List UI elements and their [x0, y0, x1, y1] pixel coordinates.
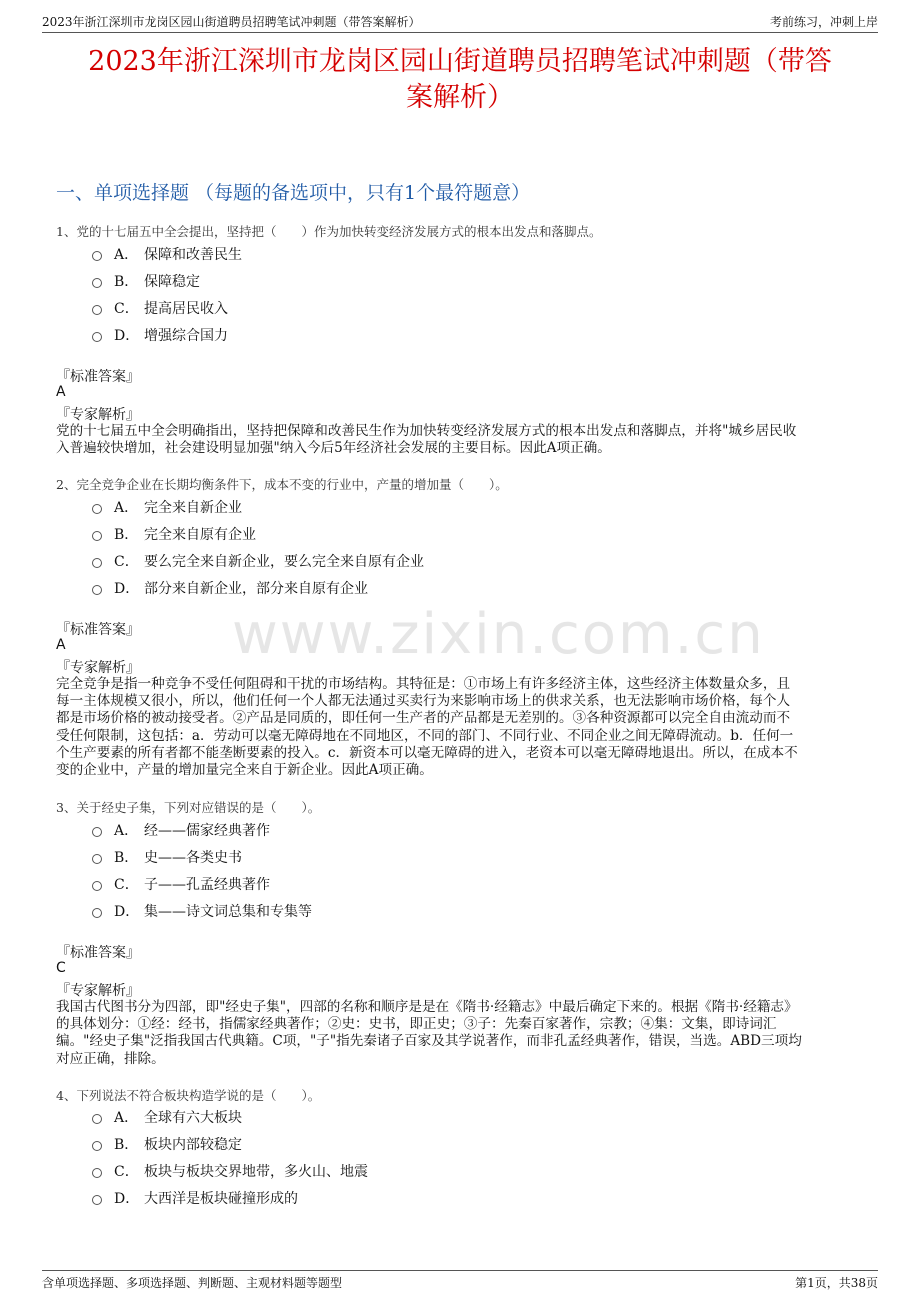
option-d[interactable]: D． 增强综合国力 — [92, 325, 228, 345]
option-a[interactable]: A． 全球有六大板块 — [92, 1107, 242, 1127]
analysis-text: 我国古代图书分为四部，即"经史子集"，四部的名称和顺序是是在《隋书·经籍志》中最后确定下来的。根据《隋书·经籍志》 的具体划分：①经：经书，指儒家经典著作；②史：史书，即正史；③子：先秦百家著作，宗教；④集：文集，即诗词汇 编。"经史子集"泛指我国古代典籍。C项，"子"指先秦诸子百家及其学说著作，而非孔孟经典著作，错误，当选。ABD三项均 对应正确，排除。 — [56, 999, 802, 1067]
analysis-text: 党的十七届五中全会明确指出，坚持把保障和改善民生作为加快转变经济发展方式的根本出发点和落脚点，并将"城乡居民收 入普遍较快增加，社会建设明显加强"纳入今后5年经济社会发展的主要目标。因此A项正确。 — [56, 423, 797, 457]
radio-icon[interactable] — [92, 558, 102, 568]
radio-icon[interactable] — [92, 504, 102, 514]
section-heading: 一、单项选择题 （每题的备选项中，只有1个最符题意） — [56, 182, 531, 204]
question-stem: 2、完全竞争企业在长期均衡条件下，成本不变的行业中，产量的增加量（ ）。 — [56, 477, 508, 492]
page-footer — [42, 1270, 878, 1293]
answer-value: A — [56, 637, 66, 653]
option-b[interactable]: B． 保障稳定 — [92, 271, 200, 291]
question-stem: 3、关于经史子集，下列对应错误的是（ ）。 — [56, 800, 321, 815]
option-b[interactable]: B． 板块内部较稳定 — [92, 1134, 242, 1154]
radio-icon[interactable] — [92, 1168, 102, 1178]
option-a[interactable]: A． 经——儒家经典著作 — [92, 820, 270, 840]
title-line-1: 2023年浙江深圳市龙岗区园山街道聘员招聘笔试冲刺题（带答 — [88, 46, 832, 77]
answer-value: C — [56, 960, 66, 976]
radio-icon[interactable] — [92, 305, 102, 315]
header-slogan: 考前练习，冲刺上岸 — [769, 14, 878, 29]
page-number: 第1页，共38页 — [795, 1275, 878, 1290]
radio-icon[interactable] — [92, 1141, 102, 1151]
question-stem: 1、党的十七届五中全会提出，坚持把（ ）作为加快转变经济发展方式的根本出发点和落脚点。 — [56, 224, 602, 239]
option-d[interactable]: D． 大西洋是板块碰撞形成的 — [92, 1188, 298, 1208]
answer-value: A — [56, 384, 66, 400]
option-c[interactable]: C． 子——孔孟经典著作 — [92, 874, 270, 894]
document-title — [40, 44, 880, 116]
radio-icon[interactable] — [92, 854, 102, 864]
analysis-label: 『专家解析』 — [56, 660, 140, 676]
radio-icon[interactable] — [92, 1114, 102, 1124]
analysis-label: 『专家解析』 — [56, 407, 140, 423]
question-stem: 4、下列说法不符合板块构造学说的是（ ）。 — [56, 1088, 321, 1103]
radio-icon[interactable] — [92, 332, 102, 342]
answer-label: 『标准答案』 — [56, 945, 140, 961]
radio-icon[interactable] — [92, 1195, 102, 1205]
footer-question-types: 含单项选择题、多项选择题、判断题、主观材料题等题型 — [42, 1275, 343, 1290]
radio-icon[interactable] — [92, 881, 102, 891]
page-header — [42, 10, 878, 33]
answer-label: 『标准答案』 — [56, 622, 140, 638]
analysis-text: 完全竞争是指一种竞争不受任何阻碍和干扰的市场结构。其特征是：①市场上有许多经济主体，这些经济主体数量众多，且 每一主体规模又很小，所以，他们任何一个人都无法通过买卖行为来影响市场上的供求关系，也无法影响市场价格，每个人 都是市场价格的被动接受者。②产品是同质的，即任何一生产者的产品都是无差别的。③各种资源都可以完全自由流动而不 受任何限制，这包括：a．劳动可以毫无障碍地在不同地区，不同的部门、不同行业、不同企业之间无障碍流动。b．任何一 个生产要素的所有者都不能垄断要素的投入。c．新资本可以毫无障碍的进入，老资本可以毫无障碍地退出。所以，在成本不 变的企业中，产量的增加量完全来自于新企业。因此A项正确。 — [56, 676, 798, 779]
option-d[interactable]: D． 部分来自新企业，部分来自原有企业 — [92, 578, 368, 598]
title-line-2: 案解析） — [406, 82, 514, 113]
option-a[interactable]: A． 完全来自新企业 — [92, 497, 242, 517]
option-a[interactable]: A． 保障和改善民生 — [92, 244, 242, 264]
watermark-text: www.zixin.com.cn — [232, 602, 765, 667]
option-c[interactable]: C． 要么完全来自新企业，要么完全来自原有企业 — [92, 551, 424, 571]
radio-icon[interactable] — [92, 531, 102, 541]
radio-icon[interactable] — [92, 827, 102, 837]
radio-icon[interactable] — [92, 585, 102, 595]
option-b[interactable]: B． 完全来自原有企业 — [92, 524, 256, 544]
header-doc-title: 2023年浙江深圳市龙岗区园山街道聘员招聘笔试冲刺题（带答案解析） — [42, 14, 421, 29]
radio-icon[interactable] — [92, 251, 102, 261]
answer-label: 『标准答案』 — [56, 369, 140, 385]
option-c[interactable]: C． 提高居民收入 — [92, 298, 228, 318]
radio-icon[interactable] — [92, 278, 102, 288]
option-d[interactable]: D． 集——诗文词总集和专集等 — [92, 901, 312, 921]
analysis-label: 『专家解析』 — [56, 983, 140, 999]
radio-icon[interactable] — [92, 908, 102, 918]
option-c[interactable]: C． 板块与板块交界地带，多火山、地震 — [92, 1161, 368, 1181]
option-b[interactable]: B． 史——各类史书 — [92, 847, 242, 867]
